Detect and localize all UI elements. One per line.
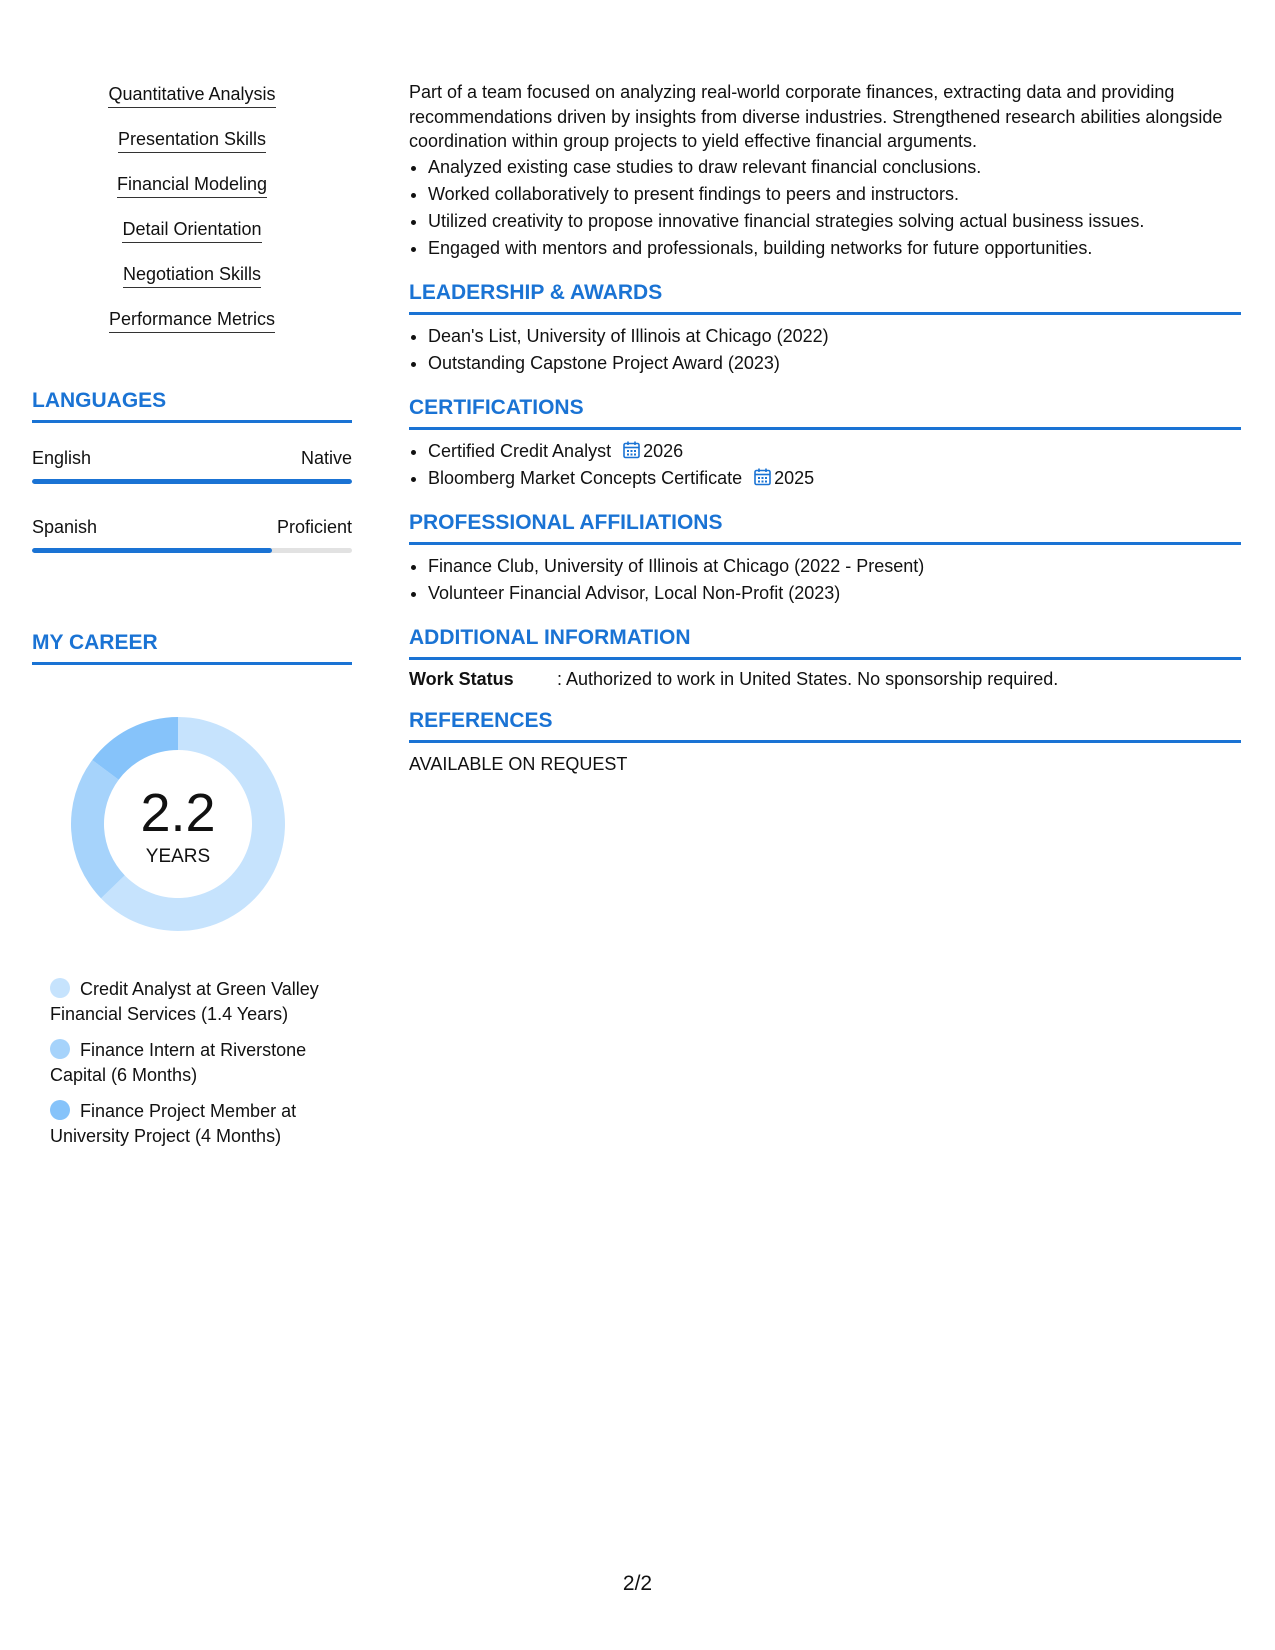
list-item: • Outstanding Capstone Project Award (2023) (428, 350, 1241, 377)
career-section (32, 630, 352, 665)
legend-item: Credit Analyst at Green Valley Financial Services (1.4 Years) (50, 979, 319, 1024)
additional-info-section (409, 625, 1241, 690)
skill-item: Negotiation Skills (32, 262, 352, 307)
language-name: Spanish (32, 517, 98, 537)
skills-list (32, 82, 352, 352)
skill-item: Financial Modeling (32, 172, 352, 217)
certification-year: 2026 (643, 440, 684, 461)
skill-item: Presentation Skills (32, 127, 352, 172)
language-name: English (32, 448, 92, 468)
calendar-icon (754, 468, 771, 486)
language-item-spanish (32, 516, 352, 553)
certification-year: 2025 (774, 467, 815, 488)
languages-section (32, 388, 352, 553)
legend-dot-icon (50, 1100, 70, 1120)
references-title: REFERENCES (409, 708, 1241, 743)
certification-name: Bloomberg Market Concepts Certificate (428, 467, 743, 488)
career-total-unit: YEARS (145, 846, 211, 867)
references-section (409, 708, 1241, 775)
affiliations-section (409, 510, 1241, 607)
certifications-title: CERTIFICATIONS (409, 395, 1241, 430)
career-title: MY CAREER (32, 630, 352, 665)
language-level: Native (300, 448, 352, 468)
list-item: • Analyzed existing case studies to draw relevant financial conclusions. (428, 154, 1241, 181)
list-item: • Dean's List, University of Illinois at Chicago (2022) (428, 323, 1241, 350)
list-item: • Finance Club, University of Illinois at Chicago (2022 - Present) (428, 553, 1241, 580)
certifications-section (409, 395, 1241, 492)
right-column (409, 80, 1241, 775)
skill-item: Performance Metrics (32, 307, 352, 352)
calendar-icon (623, 441, 640, 459)
career-legend (50, 977, 340, 1160)
language-level: Proficient (276, 517, 352, 537)
career-donut-chart (66, 712, 290, 936)
certification-name: Certified Credit Analyst (428, 440, 612, 461)
list-item: • Utilized creativity to propose innovative financial strategies solving actual business issues. (428, 208, 1241, 235)
donut-center (66, 712, 290, 936)
language-level-bar (32, 548, 352, 553)
work-status-value: : Authorized to work in United States. No sponsorship required. (557, 668, 1059, 689)
legend-item: Finance Intern at Riverstone Capital (6 Months) (50, 1040, 307, 1085)
list-item (428, 438, 1241, 465)
language-level-bar (32, 479, 352, 484)
skill-item: Quantitative Analysis (32, 82, 352, 127)
list-item: • Engaged with mentors and professionals, building networks for future opportunities. (428, 235, 1241, 262)
legend-item: Finance Project Member at University Project (4 Months) (50, 1101, 297, 1146)
language-level-fill (32, 479, 352, 484)
left-column (32, 82, 352, 1146)
career-total-years: 2.2 (140, 783, 216, 843)
experience-bullets (409, 154, 1241, 262)
list-item: • Volunteer Financial Advisor, Local Non-Profit (2023) (428, 580, 1241, 607)
list-item: • Worked collaboratively to present findings to peers and instructors. (428, 181, 1241, 208)
legend-dot-icon (50, 1039, 70, 1059)
work-status-row (409, 668, 1241, 690)
legend-dot-icon (50, 978, 70, 998)
skill-item: Detail Orientation (32, 217, 352, 262)
list-item (428, 465, 1241, 492)
page-number: 2/2 (622, 1572, 653, 1595)
references-text: AVAILABLE ON REQUEST (409, 753, 628, 774)
languages-title: LANGUAGES (32, 388, 352, 423)
leadership-section (409, 280, 1241, 377)
additional-info-title: ADDITIONAL INFORMATION (409, 625, 1241, 660)
language-level-fill (32, 548, 272, 553)
experience-summary: Part of a team focused on analyzing real-world corporate finances, extracting data and providing recommendations driven by insights from diverse industries. Strengthened research abilities alongside coordination within group projects to yield effective financial arguments. (409, 82, 1223, 151)
work-status-label: Work Status (409, 668, 514, 689)
leadership-title: LEADERSHIP & AWARDS (409, 280, 1241, 315)
affiliations-title: PROFESSIONAL AFFILIATIONS (409, 510, 1241, 545)
language-item-english (32, 447, 352, 484)
